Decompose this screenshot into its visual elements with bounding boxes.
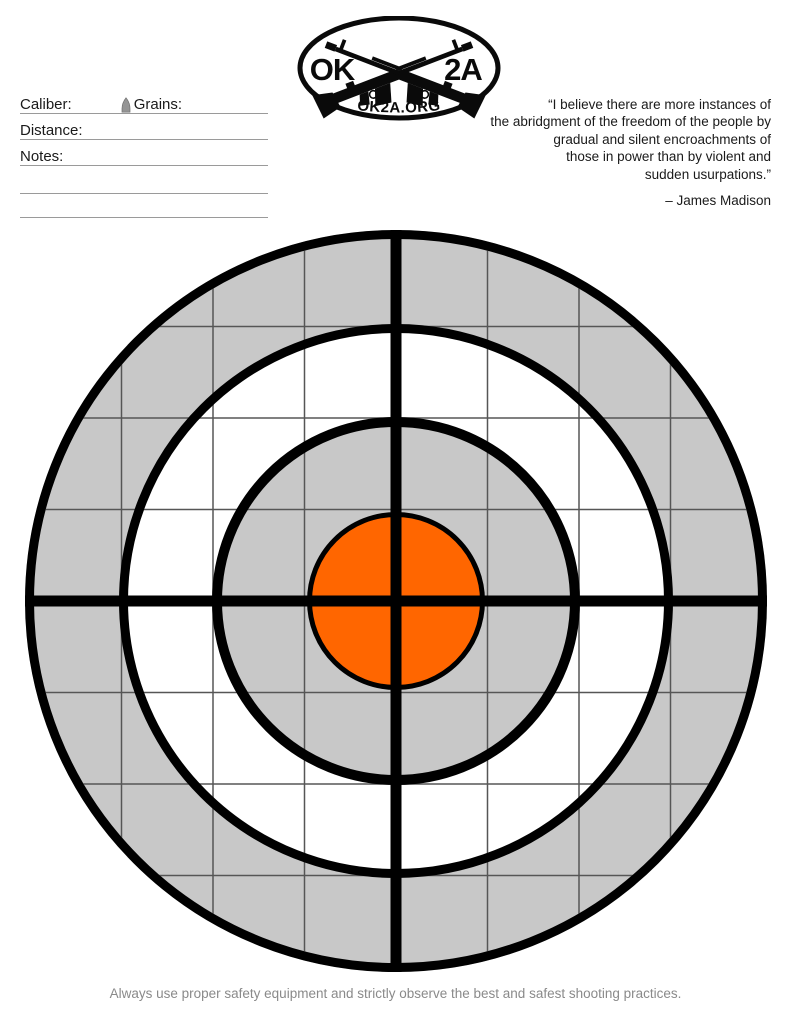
logo-text-ok: OK [309, 52, 355, 87]
quote-attribution: – James Madison [665, 193, 771, 209]
distance-row [20, 114, 268, 140]
footer-safety-text: Always use proper safety equipment and strictly observe the best and safest shooting practices. [109, 986, 682, 1001]
caliber-grains-row [20, 90, 268, 114]
caliber-label: Caliber: [20, 96, 72, 113]
grains-label: Grains: [133, 96, 183, 113]
notes-label: Notes: [20, 148, 64, 165]
bullet-icon [121, 97, 131, 113]
notes-extra-line-1 [20, 166, 268, 194]
quote-line-3: gradual and silent encroachments of [553, 131, 771, 147]
quote-line-2: the abridgment of the freedom of the people by [490, 114, 771, 130]
logo-site-text: OK2A.ORG [356, 97, 442, 117]
logo-text-2a: 2A [444, 52, 482, 87]
notes-extra-line-2 [20, 194, 268, 218]
quote-block [471, 96, 771, 209]
quote-line-1: “I believe there are more instances of [548, 97, 771, 112]
bullseye-target [20, 225, 772, 977]
notes-row [20, 140, 268, 166]
quote-line-5: sudden usurpations.” [644, 166, 771, 182]
shooting-log-form [20, 90, 268, 218]
distance-label: Distance: [20, 122, 83, 139]
quote-line-4: those in power than by violent and [566, 149, 771, 165]
